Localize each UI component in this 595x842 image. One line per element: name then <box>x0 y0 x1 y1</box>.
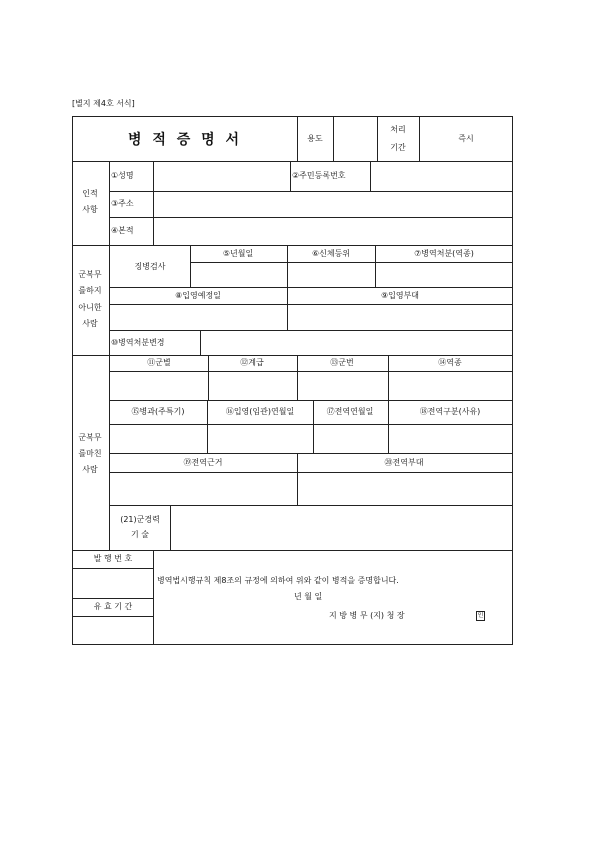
disposition-change-field[interactable] <box>202 332 510 354</box>
process-label-1: 처리 <box>390 125 406 134</box>
enlist-commission-field[interactable] <box>209 426 312 452</box>
certification-statement: 병역법시행규칙 제8조의 규정에 의하여 위와 같이 병적을 증명합니다. <box>157 576 399 585</box>
resident-no-field[interactable] <box>372 163 510 190</box>
rank-label: ⑫계급 <box>240 358 264 367</box>
origin-field[interactable] <box>155 219 510 244</box>
discharge-type-field[interactable] <box>390 426 510 452</box>
discharge-unit-label: ⑳전역부대 <box>384 458 424 467</box>
discharge-date-label: ⑰전역연월일 <box>326 407 374 416</box>
valid-period-label: 유 효 기 간 <box>93 602 133 611</box>
served-label-2: 를마친 <box>78 449 102 458</box>
name-label: ①성명 <box>111 171 134 180</box>
served-label-3: 사람 <box>82 465 98 474</box>
address-field[interactable] <box>155 193 510 216</box>
origin-label: ④본적 <box>111 226 134 235</box>
exam-date-label: ⑤년월일 <box>222 249 254 258</box>
process-value: 즉시 <box>458 134 474 143</box>
rank-field[interactable] <box>210 373 296 399</box>
discharge-basis-label: ⑲전역근거 <box>183 458 223 467</box>
form-label: [별지 제4호 서식] <box>72 99 135 108</box>
resident-no-label: ②주민등록번호 <box>292 171 346 180</box>
enlist-commission-label: ⑯입영(임관)연월일 <box>225 407 295 416</box>
enlist-unit-field[interactable] <box>289 306 510 329</box>
process-label-2: 기간 <box>390 143 406 152</box>
personal-section-label-1: 인적 <box>82 189 98 198</box>
date-line: 년 월 일 <box>294 592 323 601</box>
enlist-date-field[interactable] <box>111 306 286 329</box>
exam-label: 징병검사 <box>134 262 166 271</box>
seal-mark: 인 <box>477 612 484 619</box>
body-grade-field[interactable] <box>289 264 374 286</box>
disposition-field[interactable] <box>377 264 510 286</box>
not-served-label-2: 를하지 <box>78 286 102 295</box>
issue-no-field[interactable] <box>74 570 152 597</box>
not-served-label-4: 사람 <box>82 319 98 328</box>
role-field[interactable] <box>390 373 510 399</box>
personal-section-label-2: 사항 <box>82 205 98 214</box>
purpose-label: 용도 <box>307 134 323 143</box>
purpose-field[interactable] <box>335 118 376 160</box>
career-label-2: 기 술 <box>131 530 149 539</box>
served-label-1: 군복무 <box>78 433 102 442</box>
not-served-label-3: 아니한 <box>78 303 102 312</box>
enlist-unit-label: ⑨입영부대 <box>380 291 420 300</box>
service-no-field[interactable] <box>299 373 387 399</box>
discharge-basis-field[interactable] <box>111 474 296 504</box>
address-label: ③주소 <box>111 199 134 208</box>
enlist-date-label: ⑧입영예정일 <box>175 291 221 300</box>
role-label: ⑭역종 <box>438 358 462 367</box>
discharge-date-field[interactable] <box>315 426 387 452</box>
disposition-label: ⑦병역처분(역종) <box>414 249 474 258</box>
career-label-1: (21)군경력 <box>120 515 160 524</box>
discharge-unit-field[interactable] <box>299 474 510 504</box>
discharge-type-label: ⑱전역구분(사유) <box>419 407 481 416</box>
disposition-change-label: ⑩병역처분변경 <box>111 338 165 347</box>
body-grade-label: ⑥신체등위 <box>311 249 351 258</box>
branch-field[interactable] <box>111 373 207 399</box>
specialty-field[interactable] <box>111 426 206 452</box>
branch-label: ⑪군별 <box>147 358 171 367</box>
valid-period-field[interactable] <box>74 618 152 643</box>
not-served-label-1: 군복무 <box>78 270 102 279</box>
issue-no-label: 발 행 번 호 <box>93 554 133 563</box>
service-no-label: ⑬군번 <box>330 358 354 367</box>
career-field[interactable] <box>172 507 510 549</box>
specialty-label: ⑮병과(주특기) <box>131 407 185 416</box>
name-field[interactable] <box>155 163 288 190</box>
exam-date-field[interactable] <box>192 264 286 286</box>
document-title: 병 적 증 명 서 <box>127 132 243 148</box>
issuing-authority: 지 방 병 무 (지) 청 장 <box>329 611 405 620</box>
